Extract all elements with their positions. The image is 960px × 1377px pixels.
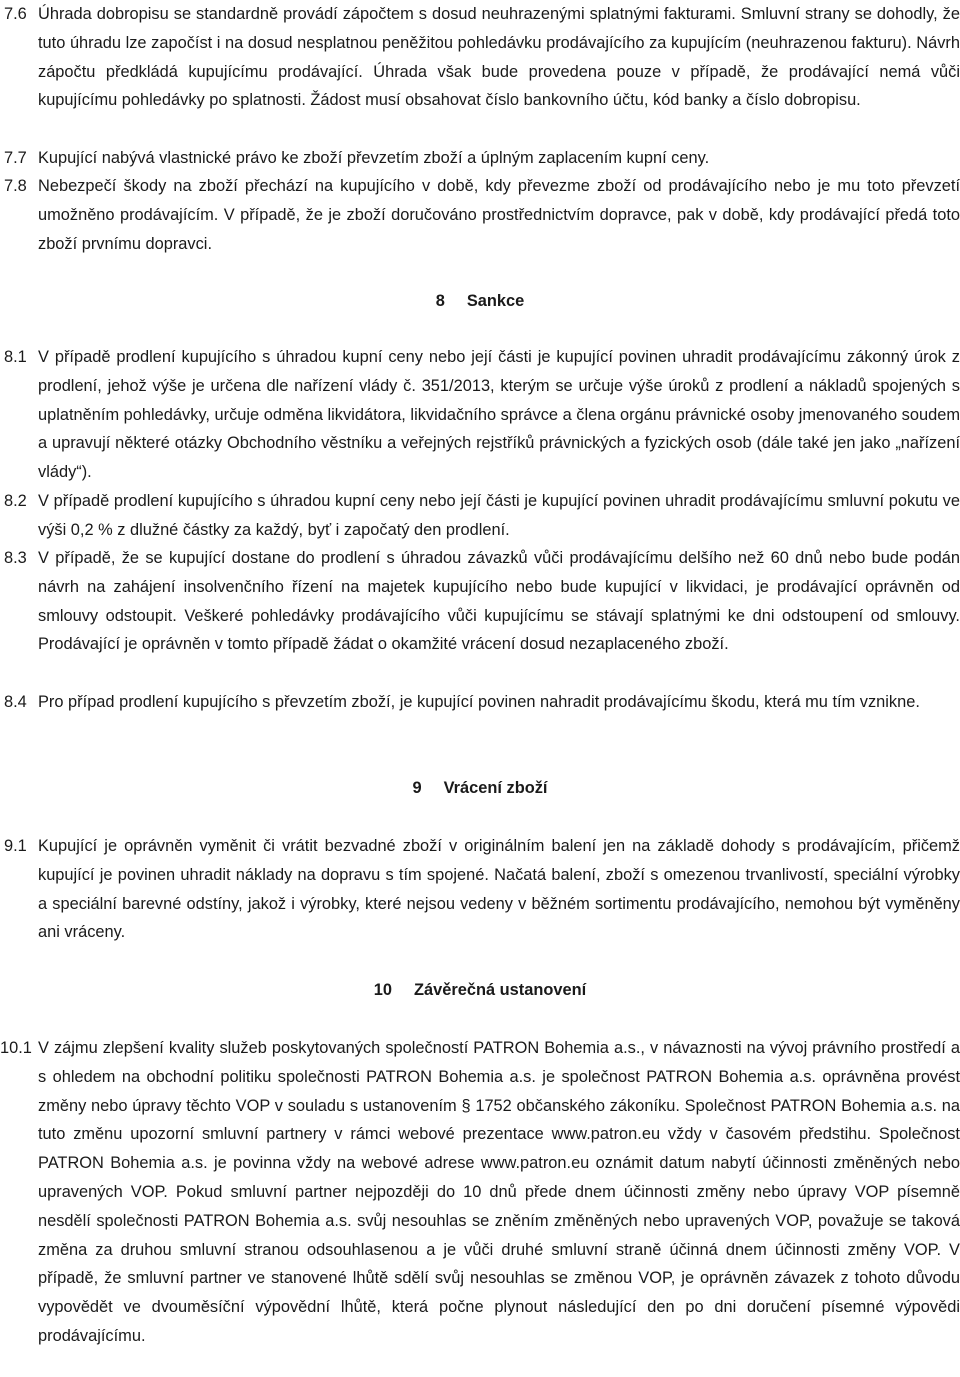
clause-7-6 bbox=[0, 0, 960, 115]
clause-7-8 bbox=[0, 172, 960, 258]
clause-text: Pro případ prodlení kupujícího s převzetím zboží, je kupující povinen nahradit prodávajícímu škodu, která mu tím vznikne. bbox=[38, 693, 920, 711]
clause-text: V případě prodlení kupujícího s úhradou kupní ceny nebo její části je kupující povinen uhradit prodávajícímu smluvní pokutu ve výši 0,2 % z dlužné částky za každý, byť i započatý den prodlení. bbox=[38, 492, 960, 539]
clause-number: 8.2 bbox=[4, 492, 27, 510]
section-number: 8 bbox=[435, 292, 445, 310]
clause-number: 7.7 bbox=[4, 149, 27, 167]
section-number: 9 bbox=[412, 779, 422, 797]
clause-text: V případě, že se kupující dostane do prodlení s úhradou závazků vůči prodávajícímu delšího než 60 dnů nebo bude podán návrh na zahájení insolvenčního řízení na majetek kupujícího nebo bude kupující v likvidaci, je prodávající oprávněn od smlouvy odstoupit. Veškeré pohledávky prodávajícího vůči kupujícímu se stávají splatnými ke dni odstoupení od smlouvy. Prodávající je oprávněn v tomto případě žádat o okamžité vrácení dosud nezaplaceného zboží. bbox=[38, 549, 960, 654]
clause-number: 10.1 bbox=[0, 1039, 32, 1057]
clause-8-2 bbox=[0, 487, 960, 545]
clause-number: 8.3 bbox=[4, 549, 27, 567]
clause-8-1 bbox=[0, 343, 960, 487]
clause-text: V zájmu zlepšení kvality služeb poskytovaných společností PATRON Bohemia a.s., v návaznosti na vývoj právního prostředí a s ohledem na obchodní politiku společnosti PATRON Bohemia a.s. je společnost PATRON Bohemia a.s. oprávněna provést změny nebo úpravy těchto VOP v souladu s ustanovením § 1752 občanského zákoníku. Společnost PATRON Bohemia a.s. na tuto změnu upozorní smluvní partnery v rámci webové prezentace www.patron.eu vždy v časovém předstihu. Společnost PATRON Bohemia a.s. je povinna vždy na webové adrese www.patron.eu oznámit datum nabytí účinnosti změněných nebo upravených VOP. Pokud smluvní partner nejpozději do 10 dnů přede dnem účinnosti změny nebo úpravy VOP písemně nesdělí společnosti PATRON Bohemia a.s. svůj nesouhlas se zněním změněných nebo upravených VOP, považuje se taková změna za druhou smluvní stranou odsouhlasenou a je vůči druhé smluvní straně účinná dnem účinnosti změny VOP. V případě, že smluvní partner ve stanovené lhůtě sdělí svůj nesouhlas se změnou VOP, je oprávněn závazek z tohoto důvodu vypovědět ve dvouměsíční výpovědní lhůtě, která počne plynout následující den po dni doručení písemné výpovědi prodávajícímu. bbox=[38, 1039, 960, 1345]
section-number: 10 bbox=[373, 981, 393, 999]
clause-number: 9.1 bbox=[4, 837, 27, 855]
clause-number: 7.6 bbox=[4, 5, 27, 23]
section-title: Závěrečná ustanovení bbox=[414, 981, 587, 999]
clause-text: Kupující je oprávněn vyměnit či vrátit bezvadné zboží v originálním balení jen na základě dohody s prodávajícím, přičemž kupující je povinen uhradit náklady na dopravu s tím spojené. Načatá balení, zboží s omezenou trvanlivostí, speciální výrobky a speciální barevné odstíny, jakož i výrobky, které nejsou vedeny v běžném sortimentu prodávajícího, nemohou být vyměněny ani vráceny. bbox=[38, 837, 960, 942]
section-heading-9 bbox=[0, 774, 960, 802]
section-title: Sankce bbox=[466, 292, 525, 310]
section-heading-10 bbox=[0, 976, 960, 1004]
section-heading-8 bbox=[0, 287, 960, 315]
clause-7-7 bbox=[0, 144, 960, 173]
section-title: Vrácení zboží bbox=[443, 779, 548, 797]
clause-9-1 bbox=[0, 832, 960, 947]
clause-10-1 bbox=[0, 1034, 960, 1351]
clause-text: Kupující nabývá vlastnické právo ke zboží převzetím zboží a úplným zaplacením kupní ceny. bbox=[38, 149, 710, 167]
clause-text: V případě prodlení kupujícího s úhradou kupní ceny nebo její části je kupující povinen uhradit prodávajícímu zákonný úrok z prodlení, jehož výše je určena dle nařízení vlády č. 351/2013, kterým se určuje výše úroků z prodlení a nákladů spojených s uplatněním pohledávky, určuje odměna likvidátora, likvidačního správce a člena orgánu právnické osoby jmenovaného soudem a upravují některé otázky Obchodního věstníku a veřejných rejstříků právnických a fyzických osob (dále také jen jako „nařízení vlády“). bbox=[38, 348, 960, 482]
clause-number: 7.8 bbox=[4, 177, 27, 195]
clause-8-4 bbox=[0, 688, 960, 717]
clause-text: Nebezpečí škody na zboží přechází na kupujícího v době, kdy převezme zboží od prodávajícího nebo je mu toto převzetí umožněno prodávajícím. V případě, že je zboží doručováno prostřednictvím dopravce, pak v době, kdy prodávající předá toto zboží prvnímu dopravci. bbox=[38, 177, 960, 253]
clause-text: Úhrada dobropisu se standardně provádí zápočtem s dosud neuhrazenými splatnými fakturami. Smluvní strany se dohodly, že tuto úhradu lze započíst i na dosud nesplatnou peněžitou pohledávku prodávajícího za kupujícím (neuhrazenou fakturu). Návrh zápočtu předkládá kupujícímu prodávající. Úhrada však bude provedena pouze v případě, že prodávající nemá vůči kupujícímu pohledávky po splatnosti. Žádost musí obsahovat číslo bankovního účtu, kód banky a číslo dobropisu. bbox=[38, 5, 960, 110]
clause-number: 8.1 bbox=[4, 348, 27, 366]
clause-8-3 bbox=[0, 544, 960, 659]
clause-number: 8.4 bbox=[4, 693, 27, 711]
